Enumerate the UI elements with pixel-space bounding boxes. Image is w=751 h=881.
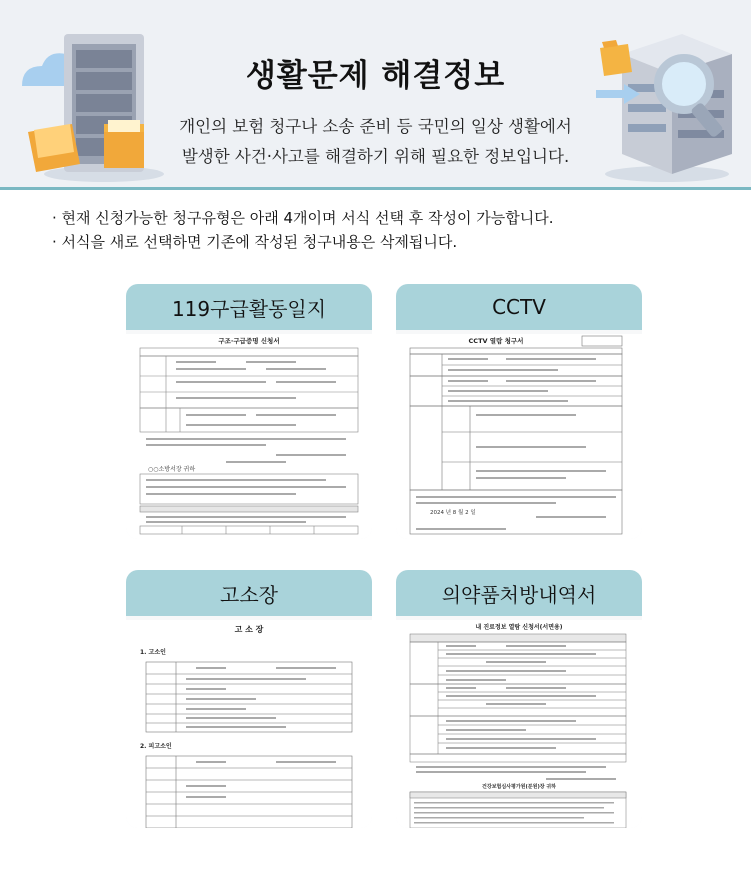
- card-label: 119구급활동일지: [126, 284, 372, 330]
- doc-section-1: 1. 고소인: [140, 649, 166, 656]
- doc-footer: ○○소방서장 귀하: [148, 466, 196, 473]
- card-label: CCTV: [396, 284, 642, 330]
- doc-title: 구조·구급증명 신청서: [218, 337, 280, 345]
- page-header: [0, 0, 751, 190]
- page-subtitle: [0, 112, 751, 172]
- subtitle-line-1: 개인의 보험 청구나 소송 준비 등 국민의 일상 생활에서: [179, 117, 572, 136]
- subtitle-line-2: 발생한 사건·사고를 해결하기 위해 필요한 정보입니다.: [181, 147, 570, 166]
- doc-title: CCTV 열람 청구서: [468, 337, 524, 345]
- card-label: 의약품처방내역서: [396, 570, 642, 616]
- notice-item: · 현재 신청가능한 청구유형은 아래 4개이며 서식 선택 후 작성이 가능합니다.: [52, 209, 554, 227]
- form-card-119-ambulance-log[interactable]: [126, 284, 372, 539]
- notice-item: · 서식을 새로 선택하면 기존에 작성된 청구내용은 삭제됩니다.: [52, 233, 458, 251]
- form-preview-image: [126, 616, 372, 828]
- doc-section-2: 2. 피고소인: [140, 743, 172, 750]
- form-card-cctv[interactable]: [396, 284, 642, 539]
- doc-footer: 건강보험심사평가원(분원)장 귀하: [482, 784, 556, 790]
- page-title: 생활문제 해결정보: [245, 58, 506, 94]
- form-preview-image: [396, 616, 642, 828]
- notice-list: [52, 206, 553, 254]
- form-card-prescription-history[interactable]: [396, 570, 642, 828]
- form-card-complaint[interactable]: [126, 570, 372, 828]
- doc-date: 2024 년 8 월 2 일: [430, 510, 476, 516]
- doc-title: 내 진료정보 열람 신청서(서면용): [475, 624, 563, 631]
- form-preview-image: [126, 330, 372, 539]
- form-preview-image: [396, 330, 642, 539]
- doc-title: 고 소 장: [234, 625, 264, 634]
- card-label: 고소장: [126, 570, 372, 616]
